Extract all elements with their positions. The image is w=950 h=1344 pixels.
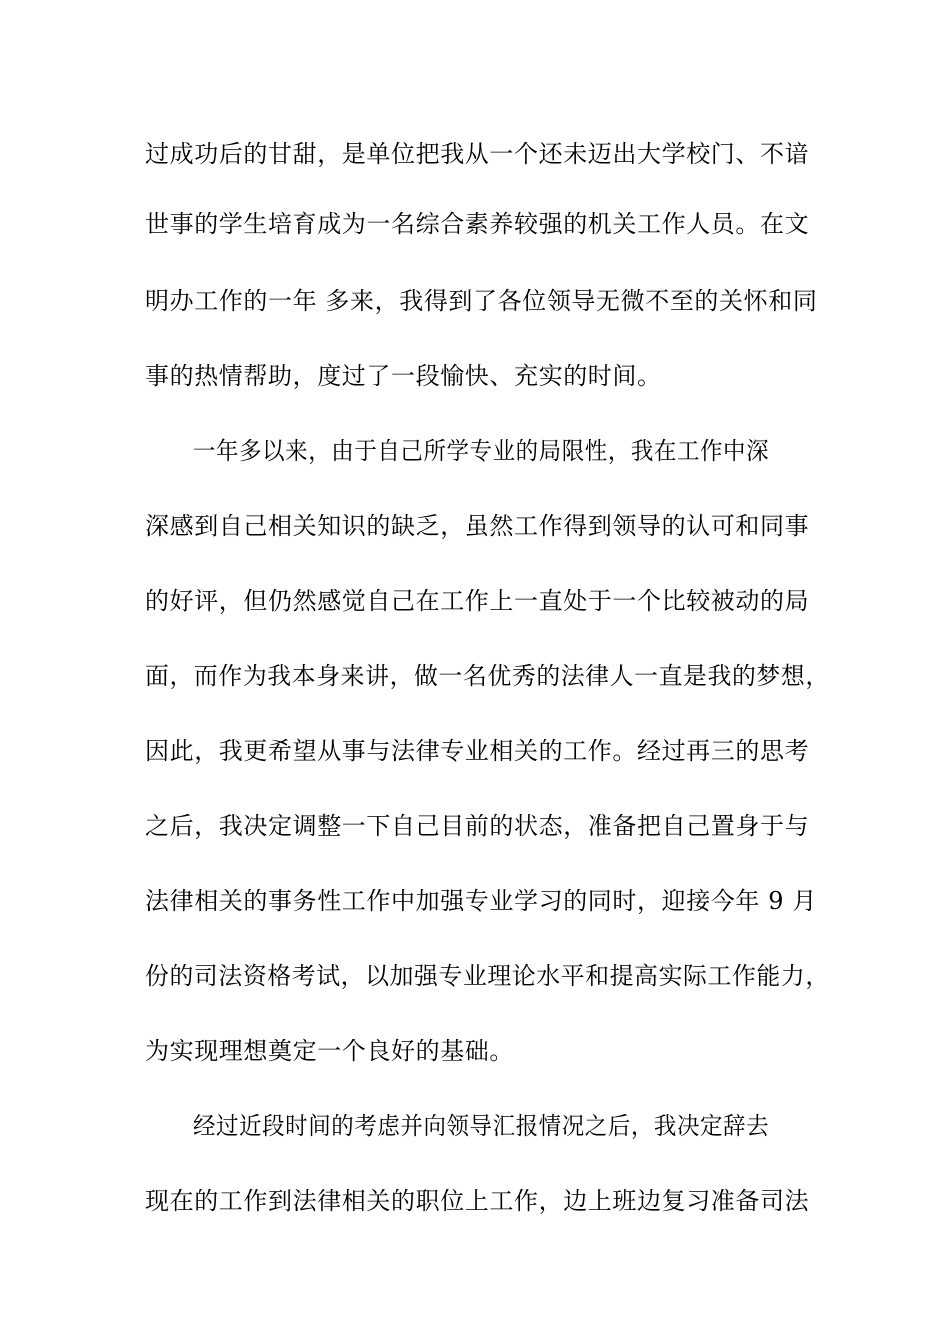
text-line: 面，而作为我本身来讲，做一名优秀的法律人一直是我的梦想， — [145, 662, 830, 690]
text-line: 事的热情帮助，度过了一段愉快、充实的时间。 — [145, 362, 662, 390]
text-line: 法律相关的事务性工作中加强专业学习的同时，迎接今年 9 月 — [145, 887, 817, 915]
paragraph-first-line: 经过近段时间的考虑并向领导汇报情况之后，我决定辞去 — [193, 1112, 770, 1140]
text-line: 份的司法资格考试，以加强专业理论水平和提高实际工作能力， — [145, 962, 830, 990]
text-line: 之后，我决定调整一下自己目前的状态，准备把自己置身于与 — [145, 812, 810, 840]
text-line: 为实现理想奠定一个良好的基础。 — [145, 1037, 514, 1065]
text-line: 的好评，但仍然感觉自己在工作上一直处于一个比较被动的局 — [145, 587, 810, 615]
text-line: 现在的工作到法律相关的职位上工作，边上班边复习准备司法 — [145, 1187, 810, 1215]
paragraph-first-line: 一年多以来，由于自己所学专业的局限性，我在工作中深 — [193, 437, 770, 465]
text-line: 明办工作的一年 多来，我得到了各位领导无微不至的关怀和同 — [145, 287, 818, 315]
text-line: 深感到自己相关知识的缺乏，虽然工作得到领导的认可和同事 — [145, 512, 810, 540]
text-line: 过成功后的甘甜，是单位把我从一个还未迈出大学校门、不谙 — [145, 140, 810, 168]
text-line: 世事的学生培育成为一名综合素养较强的机关工作人员。在文 — [145, 210, 810, 238]
text-line: 因此，我更希望从事与法律专业相关的工作。经过再三的思考 — [145, 737, 810, 765]
